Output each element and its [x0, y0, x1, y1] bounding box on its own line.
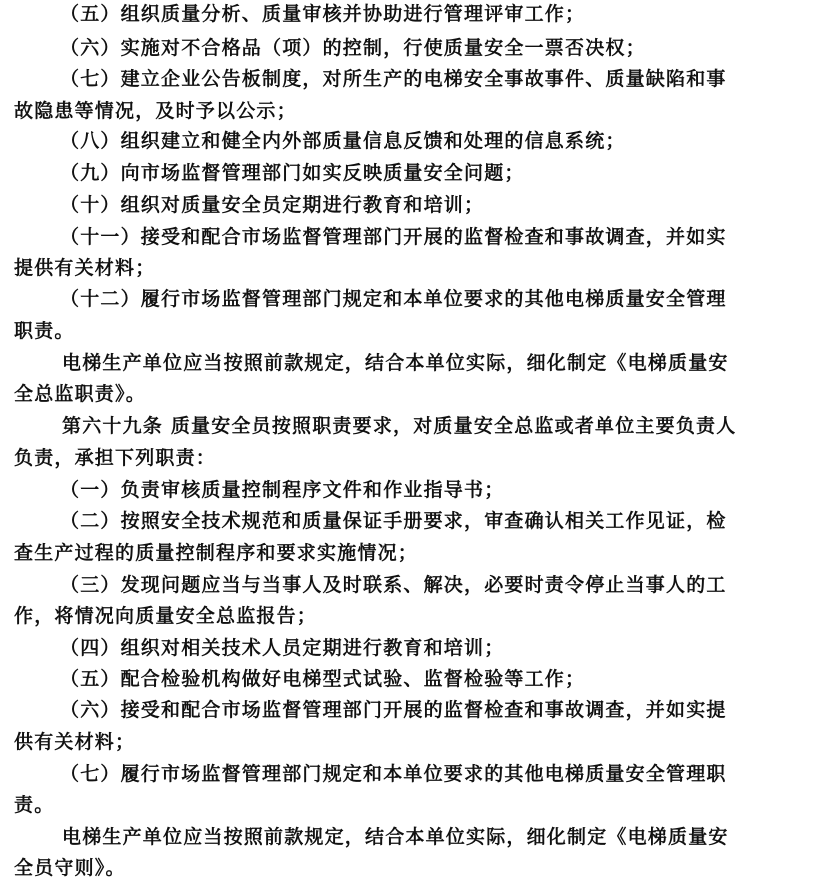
paragraph-line-continued: 供有关材料；	[14, 731, 136, 753]
paragraph-line: 电梯生产单位应当按照前款规定，结合本单位实际，细化制定《电梯质量安	[62, 826, 729, 848]
article-heading-line: 第六十九条 质量安全员按照职责要求，对质量安全总监或者单位主要负责人	[62, 415, 737, 437]
paragraph-line: （一）负责审核质量控制程序文件和作业指导书；	[60, 479, 505, 501]
paragraph-line: （七）履行市场监督管理部门规定和本单位要求的其他电梯质量安全管理职	[60, 763, 727, 785]
paragraph-line: （五）配合检验机构做好电梯型式试验、监督检验等工作；	[60, 668, 586, 690]
paragraph-line-continued: 责。	[14, 794, 55, 816]
paragraph-line-continued: 提供有关材料；	[14, 257, 156, 279]
paragraph-line-continued: 职责。	[14, 320, 75, 342]
paragraph-line-continued: 全总监职责》。	[14, 383, 146, 405]
paragraph-line: 电梯生产单位应当按照前款规定，结合本单位实际，细化制定《电梯质量安	[62, 352, 729, 374]
paragraph-line: （五）组织质量分析、质量审核并协助进行管理评审工作；	[60, 3, 586, 25]
paragraph-line: （二）按照安全技术规范和质量保证手册要求，审查确认相关工作见证，检	[60, 510, 727, 532]
paragraph-line: （十）组织对质量安全员定期进行教育和培训；	[60, 194, 485, 216]
paragraph-line: （七）建立企业公告板制度，对所生产的电梯安全事故事件、质量缺陷和事	[60, 68, 727, 90]
paragraph-line: （十二）履行市场监督管理部门规定和本单位要求的其他电梯质量安全管理	[60, 288, 727, 310]
paragraph-line: （六）接受和配合市场监督管理部门开展的监督检查和事故调查，并如实提	[60, 699, 727, 721]
paragraph-line: （八）组织建立和健全内外部质量信息反馈和处理的信息系统；	[60, 130, 626, 152]
paragraph-line-continued: 故隐患等情况，及时予以公示；	[14, 100, 297, 122]
paragraph-line: （十一）接受和配合市场监督管理部门开展的监督检查和事故调查，并如实	[60, 226, 727, 248]
paragraph-line: （三）发现问题应当与当事人及时联系、解决，必要时责令停止当事人的工	[60, 574, 727, 596]
paragraph-line-continued: 负责，承担下列职责：	[14, 447, 217, 469]
paragraph-line-continued: 作，将情况向质量安全总监报告；	[14, 605, 318, 627]
paragraph-line: （六）实施对不合格品（项）的控制，行使质量安全一票否决权；	[60, 37, 646, 59]
paragraph-line-continued: 全员守则》。	[14, 857, 126, 879]
paragraph-line: （四）组织对相关技术人员定期进行教育和培训；	[60, 637, 505, 659]
paragraph-line: （九）向市场监督管理部门如实反映质量安全问题；	[60, 162, 525, 184]
paragraph-line-continued: 查生产过程的质量控制程序和要求实施情况；	[14, 542, 419, 564]
